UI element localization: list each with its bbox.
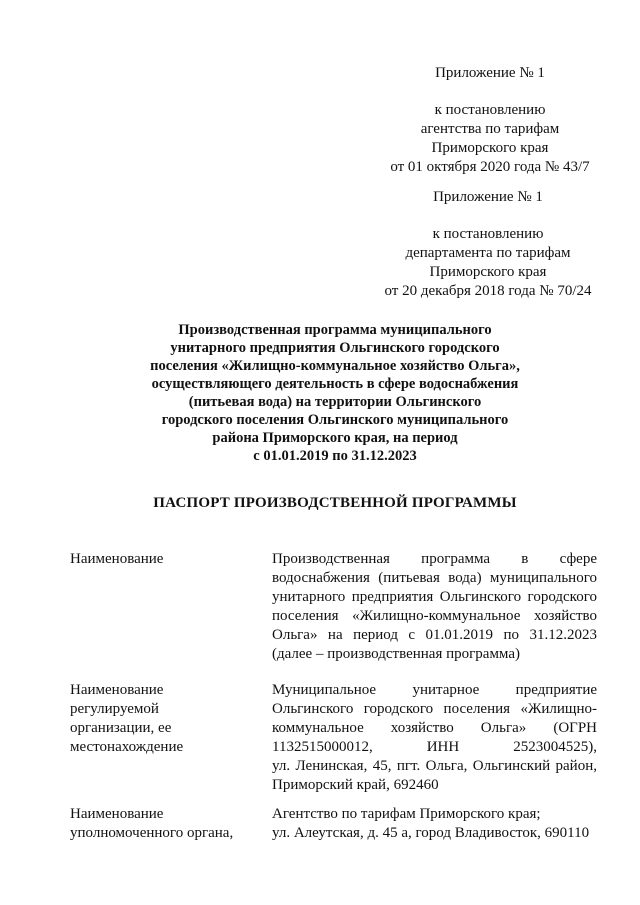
appendix-line: от 01 октября 2020 года № 43/7 <box>390 159 590 175</box>
passport-heading: ПАСПОРТ ПРОИЗВОДСТВЕННОЙ ПРОГРАММЫ <box>153 495 517 511</box>
spacer <box>372 207 604 225</box>
row-label <box>70 550 260 569</box>
spacer <box>380 83 600 101</box>
label-line: регулируемой <box>70 701 159 717</box>
value-line: Муниципальное унитарное предприятие <box>272 682 597 698</box>
value-line: ул. Ленинская, 45, пгт. Ольга, Ольгинский район, <box>272 758 597 774</box>
label-line: уполномоченного органа, <box>70 825 234 841</box>
appendix-line: агентства по тарифам <box>420 121 560 137</box>
appendix-line: к постановлению <box>434 102 546 118</box>
appendix-title: Приложение № 1 <box>433 189 543 205</box>
value-line: (далее – производственная программа) <box>272 646 520 662</box>
row-value <box>272 550 597 664</box>
label-line: организации, ее <box>70 720 172 736</box>
value-line: Ольга» на период с 01.01.2019 по 31.12.2023 <box>272 627 597 643</box>
title-line: осуществляющего деятельность в сфере водоснабжения <box>151 376 519 392</box>
value-line: Приморский край, 692460 <box>272 777 439 793</box>
value-line: Производственная программа в сфере <box>272 551 597 567</box>
appendix-title: Приложение № 1 <box>435 65 545 81</box>
title-line: с 01.01.2019 по 31.12.2023 <box>253 448 417 464</box>
label-line: Наименование <box>70 806 164 822</box>
title-line: городского поселения Ольгинского муниципального <box>161 412 509 428</box>
label-line: Наименование <box>70 551 164 567</box>
row-label <box>70 681 260 757</box>
value-line: поселения «Жилищно-коммунальное хозяйство <box>272 608 597 624</box>
title-line: Производственная программа муниципального <box>178 322 492 338</box>
title-line: (питьевая вода) на территории Ольгинского <box>188 394 482 410</box>
value-line: водоснабжения (питьевая вода) муниципального <box>272 570 597 586</box>
value-line: коммунальное хозяйство Ольга» (ОГРН <box>272 720 597 736</box>
program-title <box>100 321 570 465</box>
value-line: Агентство по тарифам Приморского края; <box>272 806 541 822</box>
title-line: унитарного предприятия Ольгинского городского <box>170 340 500 356</box>
row-value <box>272 805 597 843</box>
title-line: района Приморского края, на период <box>212 430 458 446</box>
appendix-line: к постановлению <box>432 226 544 242</box>
title-line: поселения «Жилищно-коммунальное хозяйство Ольга», <box>150 358 520 374</box>
label-line: местонахождение <box>70 739 184 755</box>
appendix-line: от 20 декабря 2018 года № 70/24 <box>384 283 592 299</box>
appendix-block-department <box>372 188 604 301</box>
label-line: Наименование <box>70 682 164 698</box>
row-value <box>272 681 597 795</box>
appendix-line: департамента по тарифам <box>405 245 571 261</box>
appendix-line: Приморского края <box>429 264 547 280</box>
value-line: унитарного предприятия Ольгинского городского <box>272 589 597 605</box>
value-line: Ольгинского городского поселения «Жилищно- <box>272 701 597 717</box>
row-label <box>70 805 260 843</box>
value-line: 1132515000012, ИНН 2523004525), <box>272 739 597 755</box>
appendix-block-agency <box>380 64 600 177</box>
appendix-line: Приморского края <box>431 140 549 156</box>
value-line: ул. Алеутская, д. 45 а, город Владивосток, 690110 <box>272 825 590 841</box>
